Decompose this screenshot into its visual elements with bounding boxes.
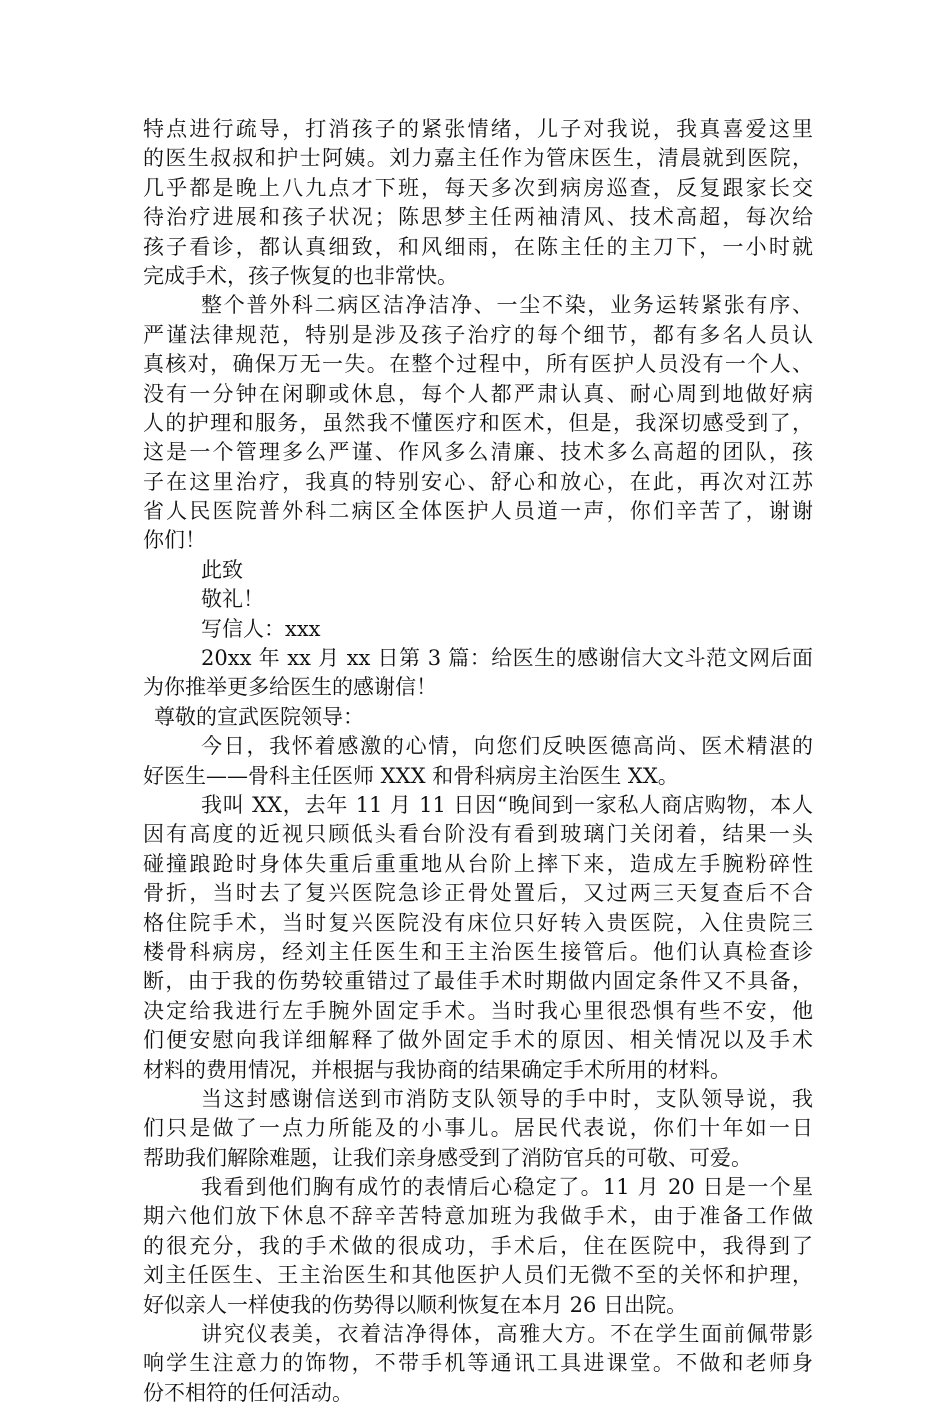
text-line: 碰撞踉跄时身体失重后重重地从台阶上摔下来，造成左手腕粉碎性 <box>143 851 813 876</box>
text-line: 响学生注意力的饰物，不带手机等通讯工具进课堂。不做和老师身 <box>143 1351 813 1376</box>
text-line: 孩子看诊，都认真细致，和风细雨，在陈主任的主刀下，一小时就 <box>143 234 813 259</box>
text-line: 份不相符的任何活动。 <box>143 1380 353 1405</box>
text-line: 为你推举更多给医生的感谢信！ <box>143 675 437 700</box>
text-line: 特点进行疏导，打消孩子的紧张情绪，儿子对我说，我真喜爱这里 <box>143 117 813 141</box>
text-line: 你们！ <box>143 528 206 553</box>
text-line: 刘主任医生、王主治医生和其他医护人员们无微不至的关怀和护理， <box>143 1263 813 1288</box>
text-line: 材料的费用情况，并根据与我协商的结果确定手术所用的材料。 <box>143 1057 731 1082</box>
text-line: 待治疗进展和孩子状况；陈思梦主任两袖清风、技术高超，每次给 <box>143 205 813 230</box>
text-line: 今日，我怀着感激的心情，向您们反映医德高尚、医术精湛的 <box>201 734 813 759</box>
text-line: 帮助我们解除难题，让我们亲身感受到了消防官兵的可敬、可爱。 <box>143 1145 752 1170</box>
text-line: 几乎都是晚上八九点才下班，每天多次到病房巡查，反复跟家长交 <box>143 175 813 200</box>
text-line: 们只是做了一点力所能及的小事儿。居民代表说，你们十年如一日 <box>143 1116 813 1141</box>
text-line: 们便安慰向我详细解释了做外固定手术的原因、相关情况以及手术 <box>143 1028 813 1053</box>
text-line: 好医生——骨科主任医师 XXX 和骨科病房主治医生 XX。 <box>143 763 679 788</box>
text-line: 格住院手术，当时复兴医院没有床位只好转入贵医院，入住贵院三 <box>143 910 813 935</box>
text-line: 子在这里治疗，我真的特别安心、舒心和放心，在此，再次对江苏 <box>143 469 813 494</box>
text-line: 讲究仪表美，衣着洁净得体，高雅大方。不在学生面前佩带影 <box>201 1322 813 1347</box>
text-line: 省人民医院普外科二病区全体医护人员道一声，你们辛苦了，谢谢 <box>143 499 813 524</box>
letter-body <box>143 115 813 1408</box>
text-line: 完成手术，孩子恢复的也非常快。 <box>143 263 458 288</box>
text-line: 决定给我进行左手腕外固定手术。当时我心里很恐惧有些不安，他 <box>143 998 813 1023</box>
text-line: 断，由于我的伤势较重错过了最佳手术时期做内固定条件又不具备， <box>143 969 813 994</box>
text-line: 好似亲人一样使我的伤势得以顺利恢复在本月 26 日出院。 <box>143 1292 688 1317</box>
text-line: 没有一分钟在闲聊或休息，每个人都严肃认真、耐心周到地做好病 <box>143 381 813 406</box>
text-line: 真核对，确保万无一失。在整个过程中，所有医护人员没有一个人、 <box>143 352 813 377</box>
text-line: 骨折，当时去了复兴医院急诊正骨处置后，又过两三天复查后不合 <box>143 881 813 906</box>
text-line: 的医生叔叔和护士阿姨。刘力嘉主任作为管床医生，清晨就到医院， <box>143 146 813 171</box>
text-line: 当这封感谢信送到市消防支队领导的手中时，支队领导说，我 <box>201 1086 813 1111</box>
text-line: 整个普外科二病区洁净洁净、一尘不染，业务运转紧张有序、 <box>201 293 813 318</box>
text-line: 我叫 XX，去年 11 月 11 日因“晚间到一家私人商店购物，本人 <box>201 792 813 817</box>
text-line: 严谨法律规范，特别是涉及孩子治疗的每个细节，都有多名人员认 <box>143 322 813 347</box>
text-line: 此致 <box>201 557 243 582</box>
text-line: 写信人：xxx <box>201 616 321 641</box>
text-line: 我看到他们胸有成竹的表情后心稳定了。11 月 20 日是一个星 <box>201 1175 813 1200</box>
text-line: 人的护理和服务，虽然我不懂医疗和医术，但是，我深切感受到了， <box>143 410 813 435</box>
text-line: 的很充分，我的手术做的很成功，手术后，住在医院中，我得到了 <box>143 1233 813 1258</box>
text-line: 20xx 年 xx 月 xx 日第 3 篇：给医生的感谢信大文斗范文网后面 <box>201 646 813 671</box>
text-line: 因有高度的近视只顾低头看台阶没有看到玻璃门关闭着，结果一头 <box>143 822 813 847</box>
text-line: 楼骨科病房，经刘主任医生和王主治医生接管后。他们认真检查诊 <box>143 939 813 964</box>
text-line: 这是一个管理多么严谨、作风多么清廉、技术多么高超的团队，孩 <box>143 440 813 465</box>
text-line: 尊敬的宣武医院领导： <box>154 704 364 729</box>
text-line: 敬礼！ <box>201 587 264 612</box>
text-line: 期六他们放下休息不辞辛苦特意加班为我做手术，由于准备工作做 <box>143 1204 813 1229</box>
